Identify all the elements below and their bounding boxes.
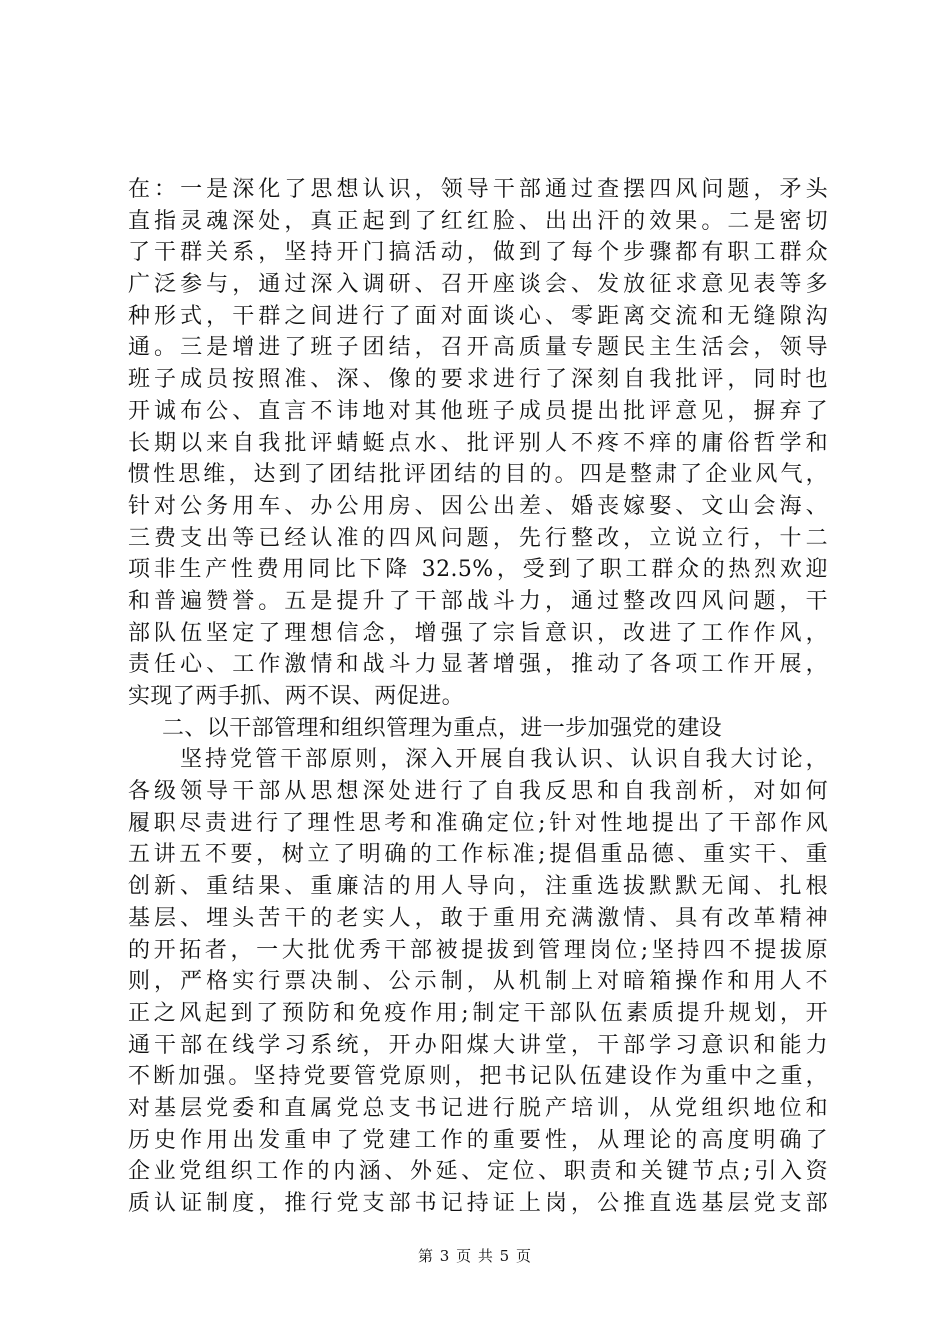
text-line: 实现了两手抓、两不误、两促进。: [128, 684, 465, 709]
text-line: 三费支出等已经认准的四风问题，先行整改，立说立行，十二: [128, 525, 828, 551]
text-line: 长期以来自我批评蜻蜓点水、批评别人不疼不痒的庸俗哲学和: [128, 430, 828, 456]
text-line: 的开拓者，一大批优秀干部被提拔到管理岗位;坚持四不提拔原: [128, 937, 828, 963]
text-line: 历史作用出发重申了党建工作的重要性，从理论的高度明确了: [128, 1127, 828, 1153]
text-line: 基层、埋头苦干的老实人，敢于重用充满激情、具有改革精神: [128, 905, 828, 931]
text-line: 班子成员按照准、深、像的要求进行了深刻自我批评，同时也: [128, 367, 828, 393]
text-line: 通。三是增进了班子团结，召开高质量专题民主生活会，领导: [128, 335, 828, 361]
text-line: 直指灵魂深处，真正起到了红红脸、出出汗的效果。二是密切: [128, 208, 828, 234]
text-line: 创新、重结果、重廉洁的用人导向，注重选拔默默无闻、扎根: [128, 874, 828, 900]
text-line: 对基层党委和直属党总支书记进行脱产培训，从党组织地位和: [128, 1095, 828, 1121]
text-line: 通干部在线学习系统，开办阳煤大讲堂，干部学习意识和能力: [128, 1032, 828, 1058]
text-line: 责任心、工作激情和战斗力显著增强，推动了各项工作开展，: [128, 652, 828, 678]
text-line: 广泛参与，通过深入调研、召开座谈会、发放征求意见表等多: [128, 272, 828, 298]
text-line: 部队伍坚定了理想信念，增强了宗旨意识，改进了工作作风，: [128, 620, 828, 646]
text-line: 不断加强。坚持党要管党原则，把书记队伍建设作为重中之重，: [128, 1064, 828, 1090]
text-line: 企业党组织工作的内涵、外延、定位、职责和关键节点;引入资: [128, 1159, 828, 1185]
text-line: 正之风起到了预防和免疫作用;制定干部队伍素质提升规划，开: [128, 1000, 828, 1026]
text-line: 履职尽责进行了理性思考和准确定位;针对性地提出了干部作风: [128, 810, 828, 836]
document-body: [128, 174, 828, 1220]
text-line: 坚持党管干部原则，深入开展自我认识、认识自我大讨论，: [180, 747, 828, 773]
text-line: 在：一是深化了思想认识，领导干部通过查摆四风问题，矛头: [128, 177, 828, 202]
text-line: 则，严格实行票决制、公示制，从机制上对暗箱操作和用人不: [128, 969, 828, 995]
text-line: 项非生产性费用同比下降 32.5%，受到了职工群众的热烈欢迎: [128, 557, 828, 583]
text-line: 开诚布公、直言不讳地对其他班子成员提出批评意见，摒弃了: [128, 398, 828, 424]
text-line: 各级领导干部从思想深处进行了自我反思和自我剖析，对如何: [128, 779, 828, 805]
text-line: 了干群关系，坚持开门搞活动，做到了每个步骤都有职工群众: [128, 240, 828, 266]
text-line: 五讲五不要，树立了明确的工作标准;提倡重品德、重实干、重: [128, 842, 828, 868]
text-line: 惯性思维，达到了团结批评团结的目的。四是整肃了企业风气，: [128, 462, 828, 488]
text-line: 种形式，干群之间进行了面对面谈心、零距离交流和无缝隙沟: [128, 303, 828, 329]
text-line: 针对公务用车、办公用房、因公出差、婚丧嫁娶、文山会海、: [128, 493, 828, 519]
text-line: 质认证制度，推行党支部书记持证上岗，公推直选基层党支部: [128, 1191, 828, 1216]
text-line: 和普遍赞誉。五是提升了干部战斗力，通过整改四风问题，干: [128, 588, 828, 614]
page-number-footer: 第 3 页 共 5 页: [418, 1247, 532, 1265]
section-heading: 二、以干部管理和组织管理为重点，进一步加强党的建设: [162, 715, 723, 741]
